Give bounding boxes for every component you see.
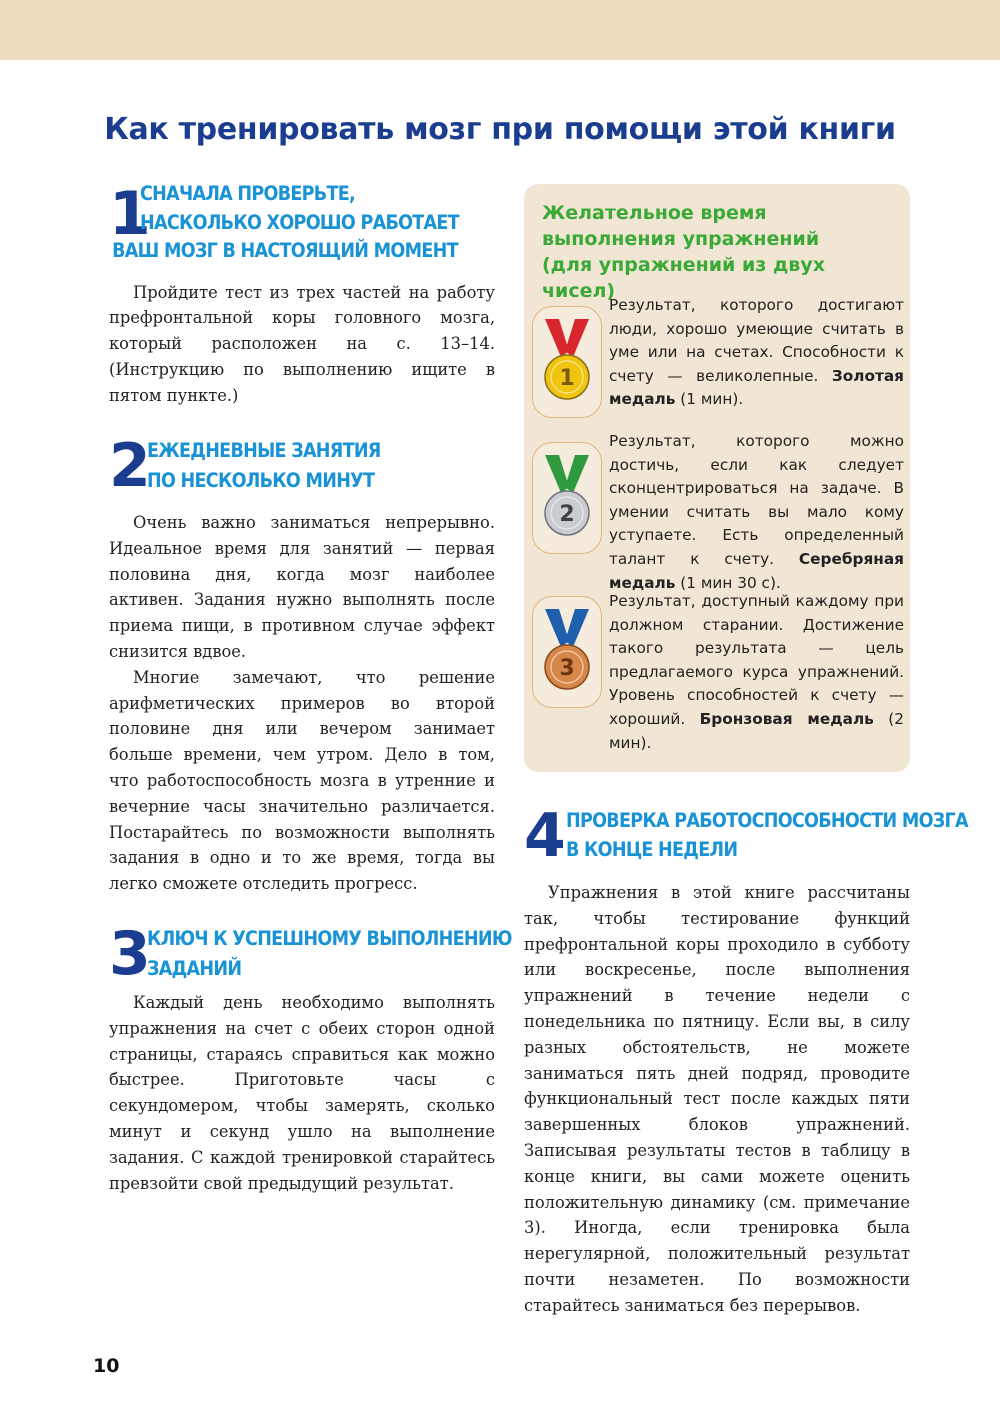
section-3 — [109, 919, 512, 1196]
medal-text: Результат, которого можно достичь, если как следует сконцентрироваться на задаче. В умении считать вы мало кому уступаете. Есть определенный талант к счету. — [609, 432, 904, 568]
paragraph: Многие замечают, что решение арифметических примеров во второй половине дня или вечером занимает больше времени, чем утром. Дело в том, что работоспособность мозга в утренние и вечерние часы значительно различается. Постарайтесь по возможности выполнять задания в одно и то же время, тогда вы легко сможете отследить прогресс. — [109, 667, 495, 894]
time-box-title-line: Желательное время — [542, 202, 767, 224]
medal-time: (1 мин). — [675, 390, 744, 409]
time-box-title-line: выполнения упражнений — [542, 228, 820, 250]
section-title-line: ПО НЕСКОЛЬКО МИНУТ — [147, 469, 375, 492]
section-1 — [109, 180, 495, 408]
medal-name: Бронзовая медаль — [699, 709, 874, 728]
time-box-title-line: (для упражнений из двух чисел) — [542, 254, 825, 302]
section-body — [524, 880, 910, 1319]
section-title-line: ЕЖЕДНЕВНЫЕ ЗАНЯТИЯ — [147, 439, 381, 462]
section-title-line: КЛЮЧ К УСПЕШНОМУ ВЫПОЛНЕНИЮ — [147, 927, 512, 950]
section-body — [109, 990, 495, 1196]
section-title-line: СНАЧАЛА ПРОВЕРЬТЕ, — [140, 182, 355, 205]
section-header — [109, 180, 495, 266]
medal-digit: 2 — [559, 502, 575, 527]
section-2 — [109, 431, 495, 897]
header-band — [0, 0, 1000, 60]
section-title — [112, 180, 460, 266]
section-number: 4 — [524, 801, 566, 871]
section-header — [524, 801, 968, 871]
section-header — [109, 431, 495, 501]
time-box-title — [542, 200, 902, 304]
section-body — [109, 510, 495, 897]
paragraph: Каждый день необходимо выполнять упражнения на счет с обеих сторон одной страницы, стараясь справиться как можно быстрее. Приготовьте часы с секундомером, чтобы замерять, сколько минут и секунд ушло на выполнение задания. С каждой тренировкой старайтесь превзойти свой предыдущий результат. — [109, 993, 495, 1193]
medal-time: (2 мин). — [609, 709, 904, 752]
page-title: Как тренировать мозг при помощи этой книги — [104, 112, 896, 147]
bronze-medal-icon — [537, 607, 597, 697]
section-number: 2 — [109, 431, 151, 501]
paragraph: Пройдите тест из трех частей на работу префронтальной коры головного мозга, который расположен на с. 13–14. (Инструкцию по выполнению ищите в пятом пункте.) — [109, 282, 495, 405]
medal-frame — [532, 306, 602, 418]
section-title-line: ЗАДАНИЙ — [147, 957, 242, 980]
medal-text: Результат, доступный каждому при должном старании. Достижение такого результата — цель предлагаемого курса упражнений. Уровень способностей к счету — хороший. — [609, 592, 904, 728]
medal-name: Золотая медаль — [609, 366, 904, 409]
medal-time: (1 мин 30 с). — [675, 573, 781, 592]
medal-frame — [532, 442, 602, 554]
medal-digit: 3 — [559, 656, 575, 681]
section-body — [109, 280, 495, 409]
medal-description — [609, 430, 904, 595]
section-title-line: В КОНЦЕ НЕДЕЛИ — [566, 838, 738, 861]
section-title — [566, 806, 968, 864]
silver-medal-icon — [537, 453, 597, 543]
medal-frame — [532, 596, 602, 708]
section-4 — [524, 801, 968, 1319]
section-title — [147, 436, 460, 496]
medal-description — [609, 294, 904, 412]
section-title-line: ВАШ МОЗГ В НАСТОЯЩИЙ МОМЕНТ — [112, 239, 458, 262]
medal-description — [609, 590, 904, 755]
page-number: 10 — [93, 1355, 120, 1377]
gold-medal-icon — [537, 317, 597, 407]
section-header — [109, 919, 512, 989]
section-title-line: ПРОВЕРКА РАБОТОСПОСОБНОСТИ МОЗГА — [566, 809, 968, 832]
section-number: 1 — [109, 179, 151, 249]
medal-text: Результат, которого достигают люди, хорошо умеющие считать в уме или на счетах. Способности к счету — великолепные. — [609, 296, 904, 385]
section-title — [147, 924, 512, 984]
medal-digit: 1 — [559, 366, 575, 391]
paragraph: Очень важно заниматься непрерывно. Идеальное время для занятий — первая половина дня, когда мозг наиболее активен. Задания нужно выполнять после приема пищи, в противном случае эффект снизится вдвое. — [109, 513, 495, 661]
section-number: 3 — [109, 919, 151, 989]
medal-name: Серебряная медаль — [609, 549, 904, 592]
paragraph: Упражнения в этой книге рассчитаны так, чтобы тестирование функций префронтальной коры проходило в субботу или воскресенье, после выполнения упражнений в течение недели с понедельника по пятницу. Если вы, в силу разных обстоятельств, не можете заниматься пять дней подряд, проводите функциональный тест после каждых пяти завершенных блоков упражнений. Записывая результаты тестов в таблицу в конце книги, вы сами можете оценить положительную динамику (см. примечание 3). Иногда, если тренировка была нерегулярной, положительный результат почти незаметен. По возможности старайтесь заниматься без перерывов. — [524, 883, 910, 1315]
section-title-line: НАСКОЛЬКО ХОРОШО РАБОТАЕТ — [140, 210, 459, 234]
